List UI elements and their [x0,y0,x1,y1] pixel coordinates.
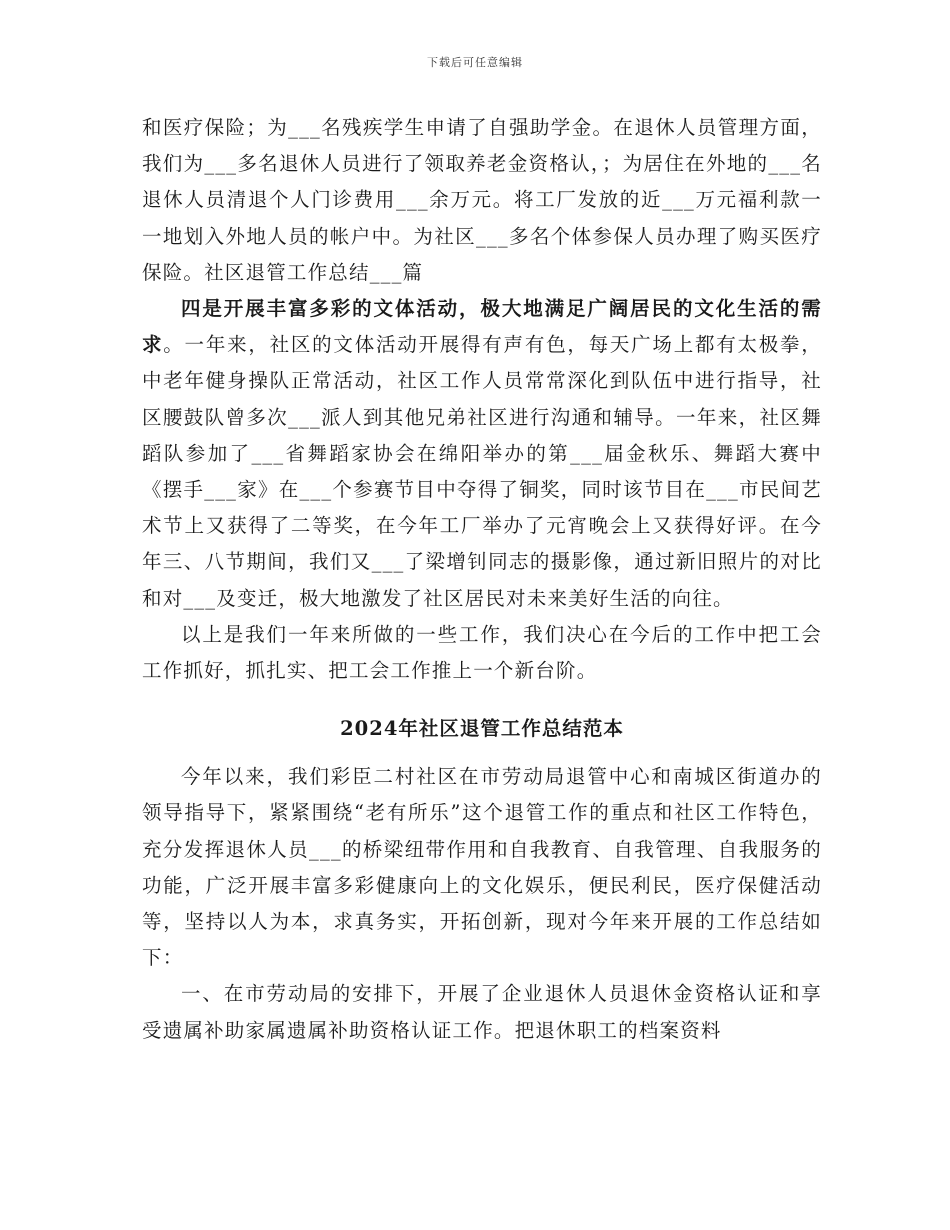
document-body [142,110,822,1049]
paragraph-2-lead: 四是开展丰富多彩的文体活动，极大地满足广阔居民的文化生活的需求 [142,297,822,357]
paragraph-5: 一、在市劳动局的安排下，开展了企业退休人员退休金资格认证和享受遗属补助家属遗属补助资格认证工作。把退休职工的档案资料 [142,982,822,1042]
paragraph-3: 以上是我们一年来所做的一些工作，我们决心在今后的工作中把工会工作抓好，抓扎实、把工会工作推上一个新台阶。 [142,622,822,683]
section-title: 2024年社区退管工作总结范本 [340,717,624,741]
page-header-note: 下载后可任意编辑 [427,56,523,69]
paragraph-2 [142,291,822,617]
paragraph-4: 今年以来，我们彩臣二村社区在市劳动局退管中心和南城区街道办的领导指导下，紧紧围绕“老有所乐”这个退管工作的重点和社区工作特色，充分发挥退休人员___的桥梁纽带作用和自我教育、自我管理、自我服务的功能，广泛开展丰富多彩健康向上的文化娱乐，便民利民，医疗保健活动等，坚持以人为本，求真务实，开拓创新，现对今年来开展的工作总结如下： [142,765,822,970]
paragraph-1: 和医疗保险；为___名残疾学生申请了自强助学金。在退休人员管理方面，我们为___多名退休人员进行了领取养老金资格认，；为居住在外地的___名退休人员清退个人门诊费用___余万元。将工厂发放的近___万元福利款一一地划入外地人员的帐户中。为社区___多名个体参保人员办理了购买医疗保险。社区退管工作总结___篇 [142,116,822,284]
paragraph-2-body: 。一年来，社区的文体活动开展得有声有色，每天广场上都有太极拳，中老年健身操队正常活动，社区工作人员常常深化到队伍中进行指导，社区腰鼓队曾多次___派人到其他兄弟社区进行沟通和辅导。一年来，社区舞蹈队参加了___省舞蹈家协会在绵阳举办的第___届金秋乐、舞蹈大赛中《摆手___家》在___个参赛节目中夺得了铜奖，同时该节目在___市民间艺术节上又获得了二等奖，在今年工厂举办了元宵晚会上又获得好评。在今年三、八节期间，我们又___了梁增钊同志的摄影像，通过新旧照片的对比和对___及变迁，极大地激发了社区居民对未来美好生活的向往。 [142,333,823,610]
